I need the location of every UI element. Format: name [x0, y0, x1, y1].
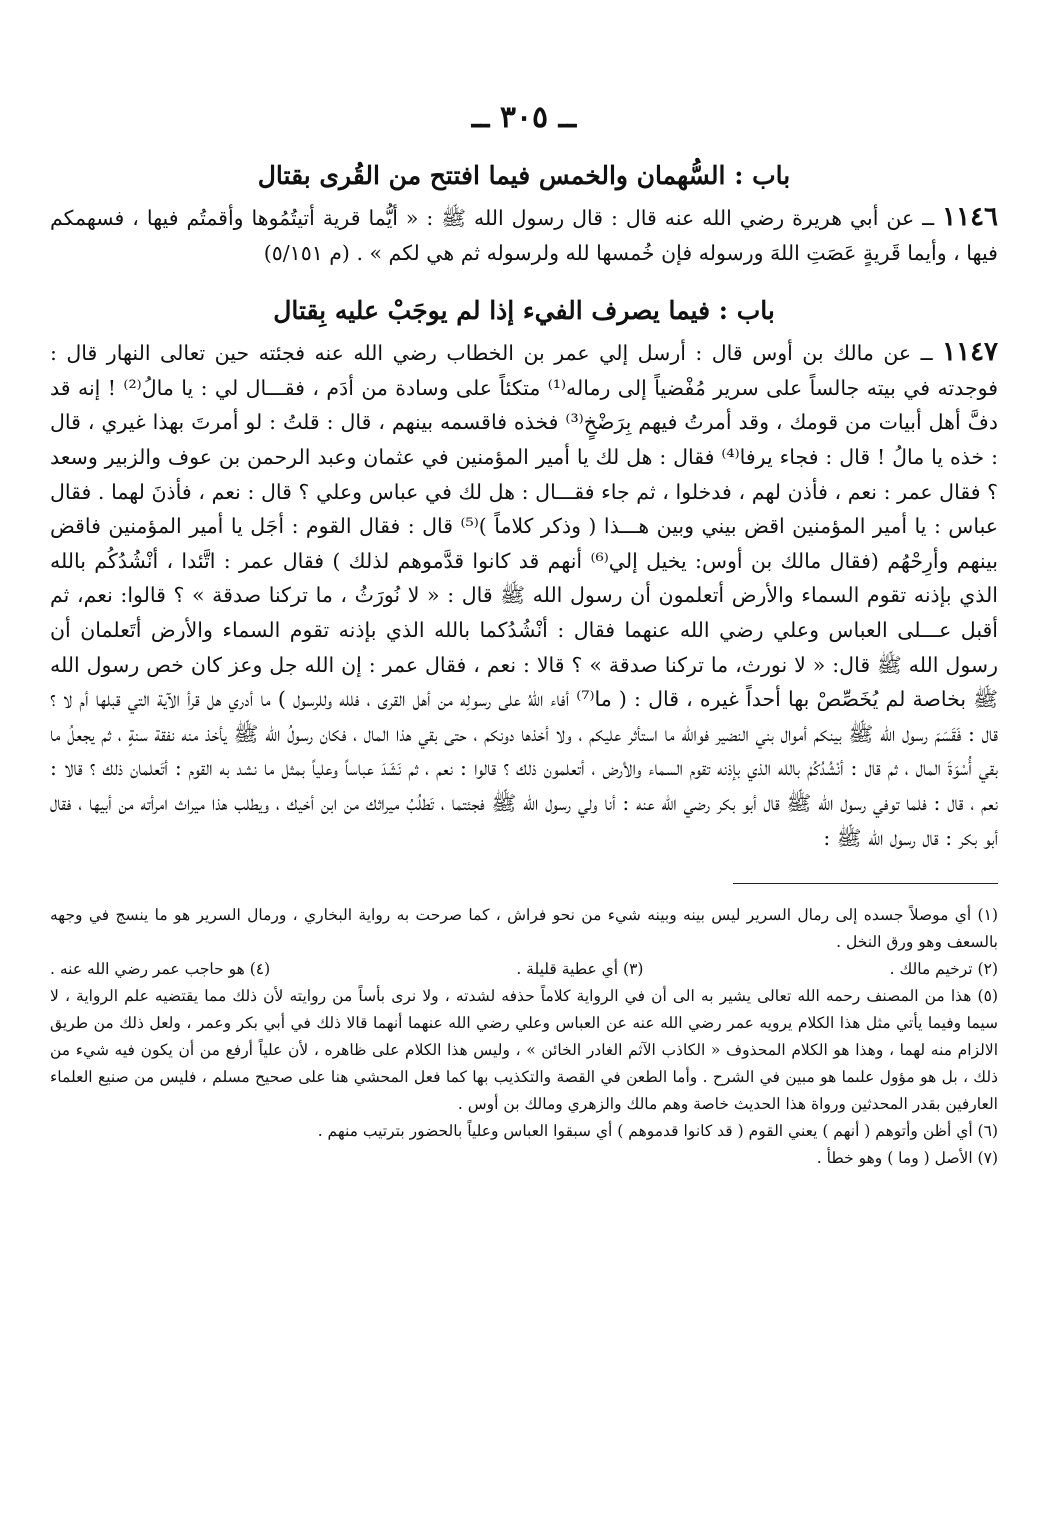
hadith-text: ــ عن أبي هريرة رضي الله عنه قال : قال رسول الله ﷺ : « أيُّما قرية أتيتُمُوها وأقمتُم فيها ، فسهمكم فيها ، وأيما قَريةٍ عَصَتِ اللهَ ورسوله فإن خُمسها لله ولرسوله ثم هي لكم » .	[50, 206, 998, 265]
hadith-1146	[50, 200, 998, 270]
hadith-number: ١١٤٧	[942, 337, 998, 368]
footnote-row-2-4	[50, 956, 998, 983]
footnote-divider	[733, 883, 998, 884]
hadith-text: ــ عن مالك بن أوس قال : أرسل إلي عمر بن الخطاب رضي الله عنه فجئته حين تعالى النهار قال : فوجدته في بيته جالساً على سرير مُفْضياً إلى رماله⁽¹⁾ متكئاً على وسادة من أدَم ، فقـــال لي : يا مالُ⁽²⁾ ! إنه قد دفَّ أهل أبيات من قومك ، وقد أمرتُ فيهم بِرَضْخٍ⁽³⁾ فخذه فاقسمه بينهم ، قال : قلتُ : لو أمرتَ بهذا غيري ، قال : خذه يا مالُ ! قال : فجاء يرفا⁽⁴⁾ فقال : هل لك يا أمير المؤمنين في عثمان وعبد الرحمن بن عوف والزبير وسعد ؟ فقال عمر : نعم ، فأذن لهم ، فدخلوا ، ثم جاء فقـــال : هل لك في عباس وعلي ؟ قال : نعم ، فأذنَ لهما . فقال عباس : يا أمير المؤمنين اقض بيني وبين هـــذا ( وذكر كلاماً )⁽⁵⁾ قال : فقال القوم : أجَل يا أمير المؤمنين فاقض بينهم وأرِحْهُم (فقال مالك بن أوس: يخيل إلي⁽⁶⁾ أنهم قد كانوا قدَّموهم لذلك ) فقال عمر : اتَّئدا ، أنْشُدُكُم بالله الذي بإذنه تقوم السماء والأرض أتعلمون أن رسول الله ﷺ قال : « لا نُورَثُ ، ما تركنا صدقة » ؟ قالوا: نعم، ثم أقبل عـــلى العباس وعلي رضي الله عنهما فقال : أنْشُدُكما بالله الذي بإذنه تقوم السماء والأرض أتَعلمان أن رسول الله ﷺ قال: « لا نورث، ما تركنا صدقة » ؟ قالا : نعم ، فقال عمر : إن الله جل وعز كان خص رسول الله ﷺ بخاصة لم يُخَصِّصْ بها أحداً غيره ، قال : ( ما⁽⁷⁾ أفاء اللهُ على رسولِه من أهل القرى ، فلله وللرسول ) ما أدري هل قرأ الآية التي قبلها أم لا ؟ قال : فَقَسَمَ رسول الله ﷺ بينكم أموال بني النضير فوالله ما استأثر عليكم ، ولا أخذها دونكم ، حتى بقي هذا المال ، فكان رسولُ الله ﷺ يأخذ منه نفقة سنةٍ ، ثم يجعلُ ما بقي أُسْوَةَ المال ، ثم قال : أنْشُدُكُمْ بالله الذي بإذنه تقوم السماء والأرض ، أتعلمون ذلك ؟ قالوا : نعم ، ثم نَشَدَ عباساً وعلياً بمثل ما نشد به القوم : أتَعلمان ذلك ؟ قالا : نعم ، قال : فلما توفي رسول الله ﷺ قال أبو بكر رضي الله عنه : أنا ولي رسول الله ﷺ فجئتما ، تَطلُبُ ميراثك من ابن أخيك ، ويطلب هذا ميراث امرأته من أبيها ، فقال أبو بكر : قال رسول الله ﷺ :	[50, 341, 999, 850]
hadith-number: ١١٤٦	[942, 202, 998, 232]
source-reference: (م ٥/١٥١)	[263, 240, 350, 265]
page-number: ــ ٣٠٥ ــ	[471, 100, 577, 135]
footnote-7: (٧) الأصل ( وما ) وهو خطأ .	[816, 1149, 998, 1168]
chapter-title-1: باب : السُّهمان والخمس فيما افتتح من القُرى بقتال	[257, 161, 791, 190]
footnote-6: (٦) أي أظن وأتوهم ( أنهم ) يعني القوم ( قد كانوا قدموهم ) أي سبقوا العباس وعلياً بالحضور بترتيب منهم .	[317, 1122, 998, 1141]
section-gap	[50, 270, 998, 292]
footnote-2: (٢) ترخيم مالك .	[889, 960, 998, 979]
footnote-5: (٥) هذا من المصنف رحمه الله تعالى يشير به الى أن في الرواية كلاماً حذفه لشدته ، ولا نرى بأساً من روايته لأن ذلك مما يقتضيه علم الرواية ، لا سيما وفيما يأتي مثل هذا الكلام يرويه عمر رضي الله عنه عن العباس وعلي رضي الله عنهما أنهما قالا ذلك في أبي بكر وعمر ، ولعل ذلك من طريق الالزام منه لهما ، وهذا هو الكلام المحذوف « الكاذب الآثم الغادر الخائن » ، وليس هذا الكلام على ظاهره ، لأن علياً أرفع من أن يكون فيه شيء من ذلك ، بل هو مؤول علىما هو مبين في الشرح . وأما الطعن في القصة والتكذيب بها كما فعل المحشي هنا على صحيح مسلم ، فليس من صنيع العلماء العارفين بقدر المحدثين ورواة هذا الحديث خاصة وهم مالك والزهري ومالك بن أوس .	[50, 987, 998, 1114]
chapter-title-2: باب : فيما يصرف الفيء إذا لم يوجَبْ عليه بِقتال	[273, 296, 775, 326]
footnote-1: (١) أي موصلاً جسده إلى رمال السرير ليس بينه وبينه شيء من نحو فراش ، كما صرحت به رواية البخاري ، ورمال السرير هو ما ينسج في وجهه بالسعف وهو ورق النخل .	[50, 906, 998, 952]
footnote-4: (٤) هو حاجب عمر رضي الله عنه .	[50, 960, 271, 979]
footnote-3: (٣) أي عطية قليلة .	[516, 960, 644, 979]
footnotes	[50, 902, 998, 1172]
hadith-1147	[50, 335, 998, 855]
